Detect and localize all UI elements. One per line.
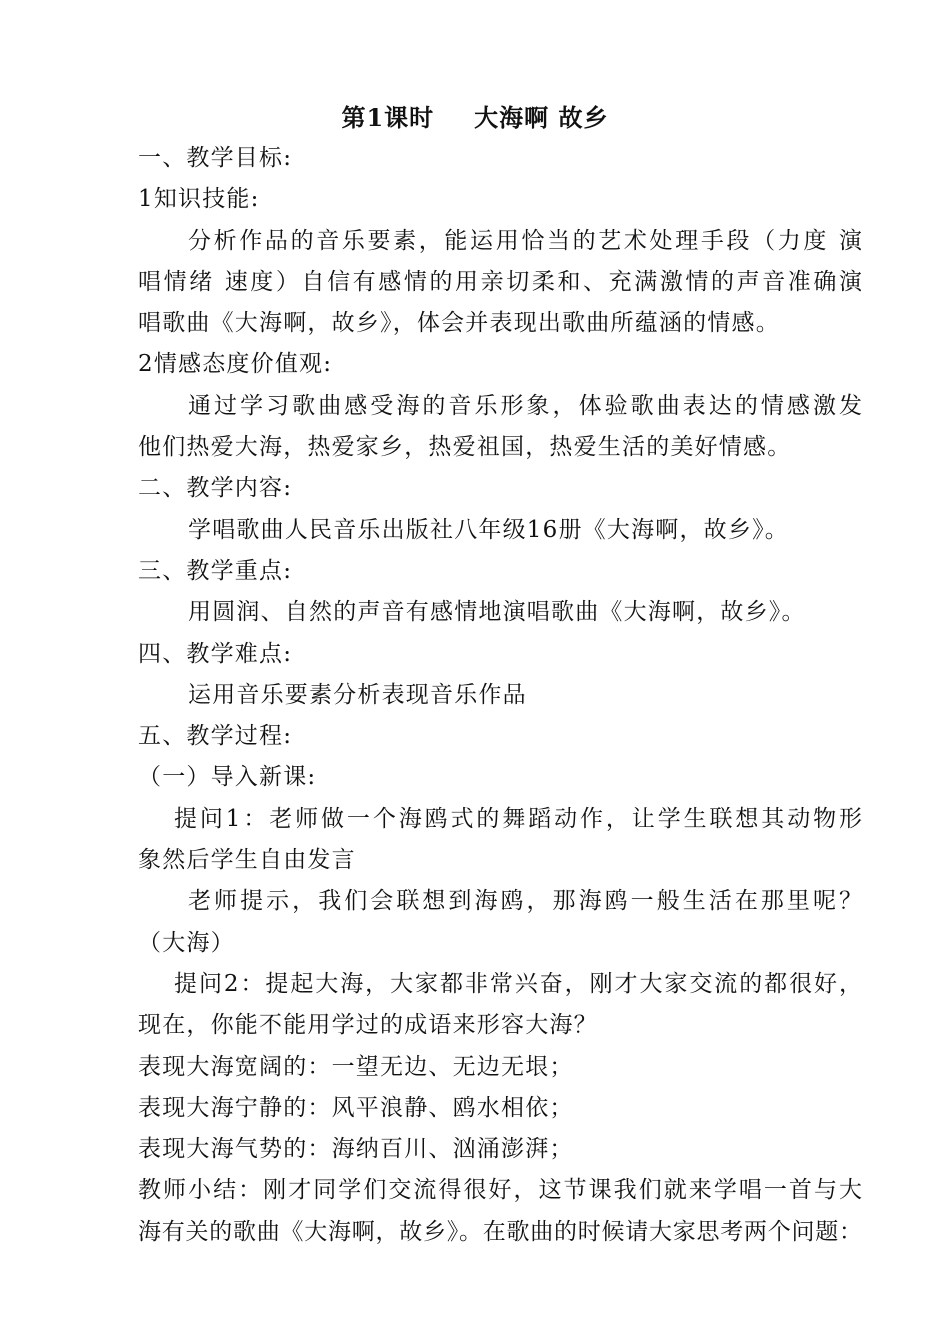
text-line: 提问1：老师做一个海鸥式的舞蹈动作，让学生联想其动物形 xyxy=(174,805,862,832)
text-line: 表现大海宽阔的：一望无边、无边无垠； xyxy=(138,1053,574,1080)
text-line: 提问2：提起大海，大家都非常兴奋，刚才大家交流的都很好， xyxy=(174,970,862,997)
text-line: 用圆润、自然的声音有感情地演唱歌曲《大海啊，故乡》。 xyxy=(188,599,806,626)
text-line: 表现大海宁静的：风平浪静、鸥水相依； xyxy=(138,1094,574,1121)
text-line: 三、教学重点: xyxy=(138,557,293,584)
text-line: （一）导入新课: xyxy=(138,764,317,791)
text-line: 2情感态度价值观: xyxy=(138,351,333,378)
text-line: 老师提示，我们会联想到海鸥，那海鸥一般生活在那里呢？ xyxy=(188,888,862,915)
document-title xyxy=(0,98,950,133)
title-lesson: 第1课时 xyxy=(341,103,435,132)
text-line: 1知识技能: xyxy=(138,186,260,213)
text-line: （大海） xyxy=(138,929,235,956)
title-name: 大海啊 故乡 xyxy=(474,103,609,132)
text-line: 二、教学内容: xyxy=(138,475,293,502)
text-line: 运用音乐要素分析表现音乐作品 xyxy=(188,681,527,708)
text-line: 教师小结：刚才同学们交流得很好，这节课我们就来学唱一首与大 xyxy=(138,1177,862,1204)
text-line: 一、教学目标: xyxy=(138,145,293,171)
text-line: 他们热爱大海，热爱家乡，热爱祖国，热爱生活的美好情感。 xyxy=(138,434,792,461)
text-line: 表现大海气势的：海纳百川、汹涌澎湃； xyxy=(138,1136,574,1163)
text-line: 四、教学难点: xyxy=(138,640,293,667)
text-line: 现在，你能不能用学过的成语来形容大海？ xyxy=(138,1012,598,1039)
text-line: 象然后学生自由发言 xyxy=(138,847,356,874)
text-line: 分析作品的音乐要素，能运用恰当的艺术处理手段（力度 演 xyxy=(188,227,862,254)
text-line: 唱歌曲《大海啊，故乡》，体会并表现出歌曲所蕴涵的情感。 xyxy=(138,310,780,337)
text-line: 通过学习歌曲感受海的音乐形象，体验歌曲表达的情感激发 xyxy=(188,392,862,419)
text-line: 学唱歌曲人民音乐出版社八年级16册《大海啊，故乡》。 xyxy=(188,516,789,543)
document-body xyxy=(138,138,862,1253)
text-line: 海有关的歌曲《大海啊，故乡》。在歌曲的时候请大家思考两个问题： xyxy=(138,1218,862,1245)
text-line: 唱情绪 速度）自信有感情的用亲切柔和、充满激情的声音准确演 xyxy=(138,268,862,295)
text-line: 五、教学过程: xyxy=(138,723,293,750)
